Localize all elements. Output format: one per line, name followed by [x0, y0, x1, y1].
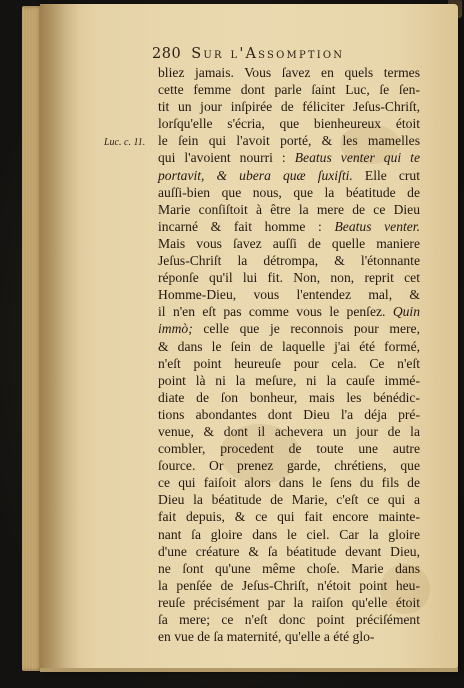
text-line: réponſe qu'il lui fit. Non, non, reprit cet	[158, 270, 420, 286]
text-line: qui l'avoient nourri : Beatus venter qui te	[158, 150, 420, 166]
text-line: reuſe précisément par la raiſon qu'elle étoit	[158, 594, 420, 610]
text-line: cette femme dont parle ſaint Luc, ſe ſen-	[158, 82, 420, 98]
text-line: il n'en eſt pas comme vous le penſez. Quin	[158, 304, 420, 320]
text-line: incarné & fait homme : Beatus venter.	[158, 218, 420, 234]
text-line: combler, procedent de toute une autre	[158, 441, 420, 457]
text-line: venue, & dont il achevera un jour de la	[158, 423, 420, 439]
text-line: ſa mere; ce n'eſt donc point préciſément	[158, 612, 420, 627]
text-line: point là ni la meſure, ni la cauſe immé-	[158, 372, 420, 388]
text-line: ce qui faiſoit alors dans le ſens du fils de	[158, 475, 420, 491]
page-number: 280	[152, 46, 182, 62]
margin-reference: Luc. c. 11.	[104, 137, 146, 148]
text-line: Marie conſiſtoit à être la mere de ce Dieu	[158, 201, 420, 217]
text-line: le ſein qui l'avoit porté, & les mamelles	[158, 133, 420, 149]
text-line: d'une créature & ſa béatitude devant Dieu,	[158, 543, 420, 559]
text-line: Mais vous ſavez auſſi de quelle maniere	[158, 235, 420, 251]
text-line: Jeſus-Chriſt la détrompa, & l'étonnante	[158, 253, 420, 269]
text-line: & dans le ſein de laquelle j'ai été formé,	[158, 338, 420, 354]
text-line: diate de ſon bonheur, mais les bénédic-	[158, 389, 420, 405]
running-head	[152, 46, 412, 62]
text-line: n'eſt point heureuſe pour cela. Ce n'eſt	[158, 355, 420, 371]
text-line: ſource. Or prenez garde, chrétiens, que	[158, 458, 420, 474]
text-line: tions abondantes dont Dieu l'a déja pré-	[158, 406, 420, 422]
text-line: fait depuis, & ce qui fait encore mainte-	[158, 509, 420, 525]
text-line: la penſée de Jeſus-Chriſt, n'étoit point heu-	[158, 577, 420, 593]
text-line: nant ſa gloire dans le ciel. Car la gloire	[158, 526, 420, 542]
text-line: portavit, & ubera quæ ſuxiſti. Elle crut	[158, 167, 420, 183]
running-title: Sur l'Assomption	[191, 46, 345, 62]
text-line: Homme-Dieu, vous l'entendez mal, &	[158, 287, 420, 303]
text-line: en vue de ſa maternité, qu'elle a été glo-	[158, 629, 375, 645]
body-text	[158, 64, 420, 645]
text-line: Dieu la béatitude de Marie, c'eſt ce qui a	[158, 492, 420, 508]
page-bottom-edge	[40, 668, 458, 672]
text-line: tit un jour inſpirée de féliciter Jeſus-Chriſt,	[158, 99, 420, 115]
text-line: ne ſont qu'une même choſe. Marie dans	[158, 560, 420, 576]
text-line: lorſqu'elle s'écria, que bienheureux étoit	[158, 116, 420, 132]
text-line: immò; celle que je reconnois pour mere,	[158, 321, 420, 337]
text-line: bliez jamais. Vous ſavez en quels termes	[158, 65, 420, 80]
text-line: auſſi-bien que nous, que la béatitude de	[158, 184, 420, 200]
